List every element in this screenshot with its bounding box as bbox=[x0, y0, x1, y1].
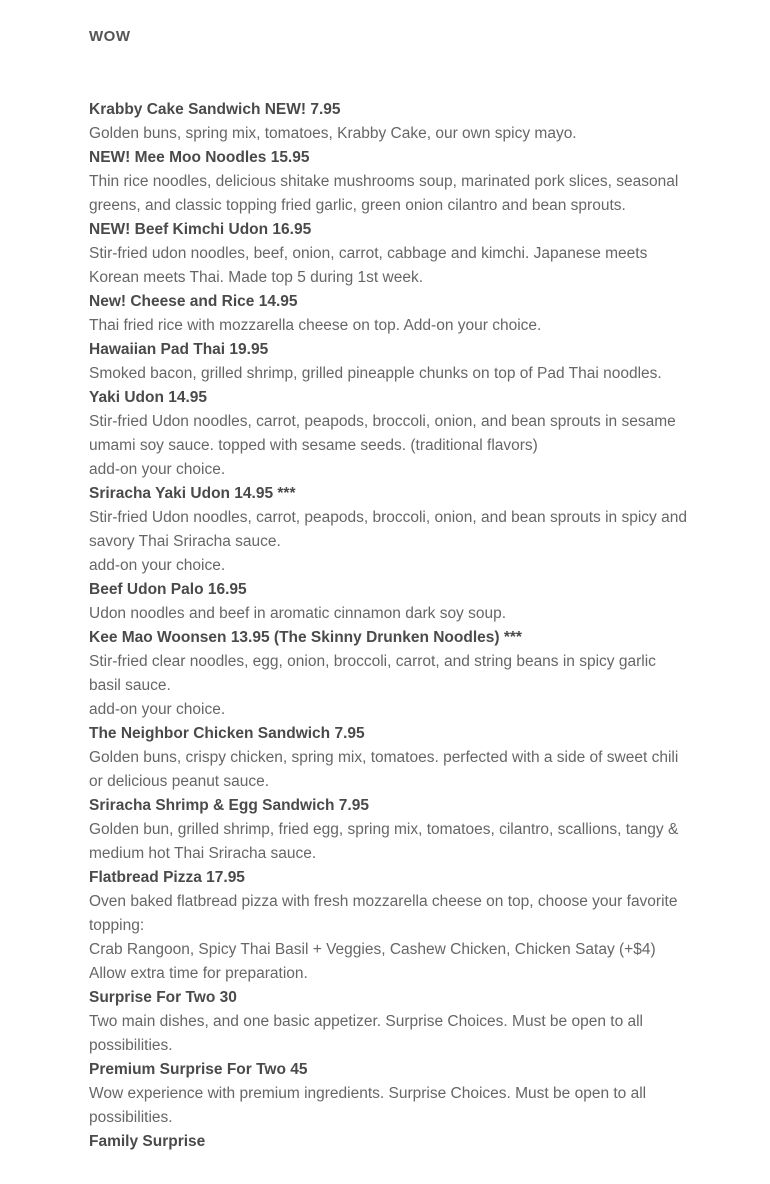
menu-page bbox=[89, 0, 689, 1154]
menu-item-note: Crab Rangoon, Spicy Thai Basil + Veggies, Cashew Chicken, Chicken Satay (+$4) bbox=[89, 941, 656, 958]
menu-item bbox=[89, 722, 689, 794]
menu-item-note: Allow extra time for preparation. bbox=[89, 965, 308, 982]
menu-item-name: Krabby Cake Sandwich NEW! 7.95 bbox=[89, 101, 341, 118]
menu-item-name: Kee Mao Woonsen 13.95 (The Skinny Drunken Noodles) *** bbox=[89, 629, 522, 646]
menu-item-description: Smoked bacon, grilled shrimp, grilled pineapple chunks on top of Pad Thai noodles. bbox=[89, 365, 662, 382]
menu-item-name: The Neighbor Chicken Sandwich 7.95 bbox=[89, 725, 365, 742]
menu-item-description: Wow experience with premium ingredients. Surprise Choices. Must be open to all possibilities. bbox=[89, 1085, 647, 1126]
menu-item-name: NEW! Mee Moo Noodles 15.95 bbox=[89, 149, 310, 166]
menu-item-description: Two main dishes, and one basic appetizer. Surprise Choices. Must be open to all possibilities. bbox=[89, 1013, 644, 1054]
menu-item bbox=[89, 218, 689, 290]
menu-item-name: Yaki Udon 14.95 bbox=[89, 389, 208, 406]
menu-item bbox=[89, 578, 689, 626]
menu-item-name: Sriracha Shrimp & Egg Sandwich 7.95 bbox=[89, 797, 369, 814]
menu-item-name: Surprise For Two 30 bbox=[89, 989, 237, 1006]
menu-item-name: Beef Udon Palo 16.95 bbox=[89, 581, 247, 598]
menu-item bbox=[89, 338, 689, 386]
menu-item bbox=[89, 386, 689, 482]
menu-item-name: Hawaiian Pad Thai 19.95 bbox=[89, 341, 269, 358]
menu-item-description: Udon noodles and beef in aromatic cinnamon dark soy soup. bbox=[89, 605, 507, 622]
menu-item-name: New! Cheese and Rice 14.95 bbox=[89, 293, 298, 310]
menu-item-name: Family Surprise bbox=[89, 1133, 206, 1150]
menu-item-note: add-on your choice. bbox=[89, 701, 226, 718]
menu-item bbox=[89, 290, 689, 338]
menu-item bbox=[89, 866, 689, 986]
menu-item-description: Golden bun, grilled shrimp, fried egg, spring mix, tomatoes, cilantro, scallions, tangy & medium hot Thai Sriracha sauce. bbox=[89, 821, 679, 862]
menu-item bbox=[89, 1130, 689, 1154]
menu-item-name: Flatbread Pizza 17.95 bbox=[89, 869, 245, 886]
menu-item bbox=[89, 482, 689, 578]
menu-item-description: Stir-fried udon noodles, beef, onion, carrot, cabbage and kimchi. Japanese meets Korean meets Thai. Made top 5 during 1st week. bbox=[89, 245, 648, 286]
menu-item bbox=[89, 146, 689, 218]
menu-item bbox=[89, 1058, 689, 1130]
menu-item-description: Stir-fried Udon noodles, carrot, peapods, broccoli, onion, and bean sprouts in spicy and savory Thai Sriracha sauce. bbox=[89, 509, 687, 550]
menu-item-name: Premium Surprise For Two 45 bbox=[89, 1061, 308, 1078]
menu-list bbox=[89, 98, 689, 1154]
menu-item-note: add-on your choice. bbox=[89, 557, 226, 574]
menu-item-name: Sriracha Yaki Udon 14.95 *** bbox=[89, 485, 296, 502]
menu-item bbox=[89, 626, 689, 722]
menu-item bbox=[89, 98, 689, 146]
menu-item-note: add-on your choice. bbox=[89, 461, 226, 478]
section-title: WOW bbox=[89, 28, 131, 45]
menu-item bbox=[89, 794, 689, 866]
menu-item-description: Golden buns, spring mix, tomatoes, Krabby Cake, our own spicy mayo. bbox=[89, 125, 577, 142]
menu-item-description: Stir-fried Udon noodles, carrot, peapods, broccoli, onion, and bean sprouts in sesame umami soy sauce. topped with sesame seeds. (traditional flavors) bbox=[89, 413, 676, 454]
menu-item-description: Thin rice noodles, delicious shitake mushrooms soup, marinated pork slices, seasonal greens, and classic topping fried garlic, green onion cilantro and bean sprouts. bbox=[89, 173, 679, 214]
menu-item-description: Golden buns, crispy chicken, spring mix, tomatoes. perfected with a side of sweet chili or delicious peanut sauce. bbox=[89, 749, 679, 790]
menu-item-description: Thai fried rice with mozzarella cheese on top. Add-on your choice. bbox=[89, 317, 542, 334]
menu-item-name: NEW! Beef Kimchi Udon 16.95 bbox=[89, 221, 312, 238]
menu-item bbox=[89, 986, 689, 1058]
menu-item-description: Oven baked flatbread pizza with fresh mozzarella cheese on top, choose your favorite topping: bbox=[89, 893, 678, 934]
menu-item-description: Stir-fried clear noodles, egg, onion, broccoli, carrot, and string beans in spicy garlic basil sauce. bbox=[89, 653, 656, 694]
